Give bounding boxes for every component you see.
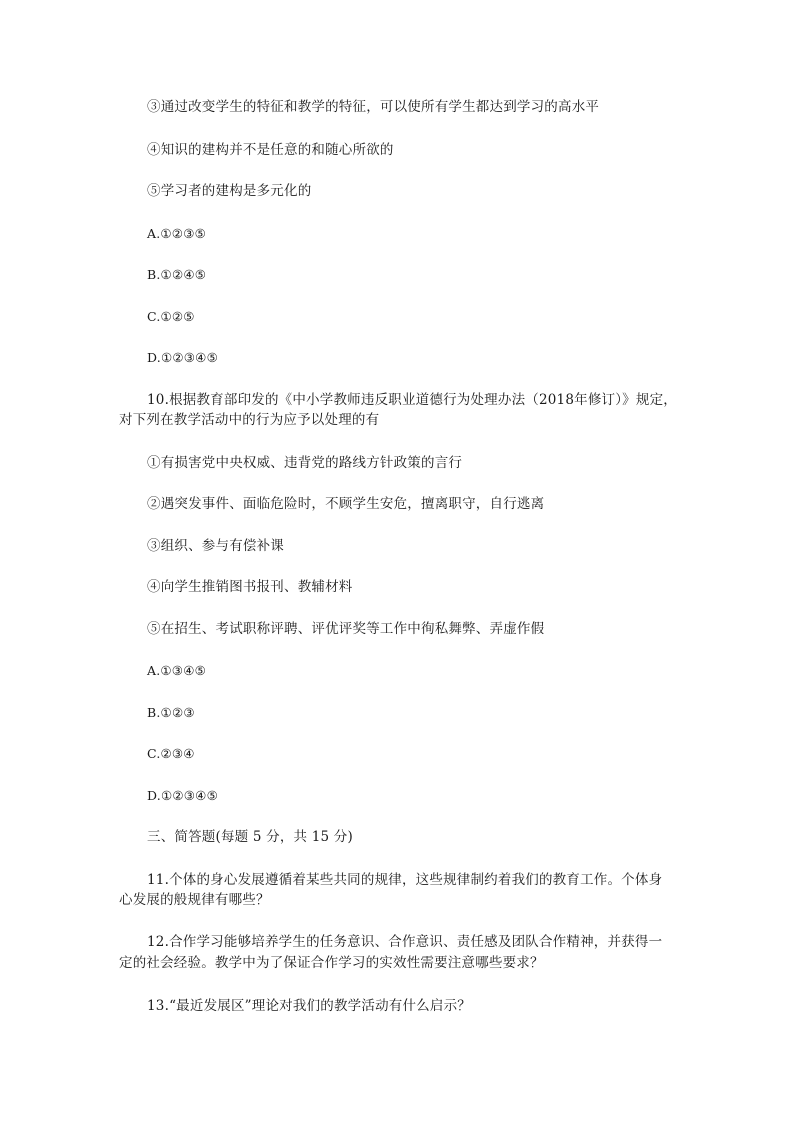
q10-stem-line-1: 10.根据教育部印发的《中小学教师违反职业道德行为处理办法（2018年修订）》规定， bbox=[147, 392, 677, 408]
q10-option-a: A.①③④⑤ bbox=[147, 663, 207, 678]
q12-line-2: 定的社会经验。教学中为了保证合作学习的实效性需要注意哪些要求？ bbox=[119, 955, 544, 971]
q10-option-b: B.①②③ bbox=[147, 705, 195, 720]
q10-item-3: ③组织、参与有偿补课 bbox=[147, 538, 284, 554]
section-heading: 三、简答题(每题 5 分，共 15 分) bbox=[147, 829, 353, 845]
q9-option-c: C.①②⑤ bbox=[147, 309, 195, 324]
q9-option-b: B.①②④⑤ bbox=[147, 267, 207, 282]
q10-option-c: C.②③④ bbox=[147, 746, 195, 761]
q9-option-d: D.①②③④⑤ bbox=[147, 350, 218, 365]
q11-line-2: 心发展的般规律有哪些？ bbox=[119, 892, 270, 908]
q13-text: 13.“最近发展区”理论对我们的教学活动有什么启示？ bbox=[147, 998, 471, 1014]
q9-item-3: ③通过改变学生的特征和教学的特征，可以使所有学生都达到学习的高水平 bbox=[147, 99, 600, 115]
q9-option-a: A.①②③⑤ bbox=[147, 226, 207, 241]
q10-option-d: D.①②③④⑤ bbox=[147, 788, 218, 803]
q10-item-2: ②遇突发事件、面临危险时，不顾学生安危，擅离职守，自行逃离 bbox=[147, 496, 545, 512]
q10-item-1: ①有损害党中央权威、违背党的路线方针政策的言行 bbox=[147, 455, 463, 471]
q9-item-5: ⑤学习者的建构是多元化的 bbox=[147, 183, 312, 199]
q10-stem-line-2: 对下列在教学活动中的行为应予以处理的有 bbox=[119, 412, 380, 428]
q10-item-4: ④向学生推销图书报刊、教辅材料 bbox=[147, 579, 353, 595]
q9-item-4: ④知识的建构并不是任意的和随心所欲的 bbox=[147, 142, 394, 158]
q12-line-1: 12.合作学习能够培养学生的任务意识、合作意识、责任感及团队合作精神，并获得一 bbox=[147, 934, 663, 950]
q10-item-5: ⑤在招生、考试职称评聘、评优评奖等工作中徇私舞弊、弄虚作假 bbox=[147, 621, 545, 637]
q11-line-1: 11.个体的身心发展遵循着某些共同的规律，这些规律制约着我们的教育工作。个体身 bbox=[147, 872, 663, 888]
